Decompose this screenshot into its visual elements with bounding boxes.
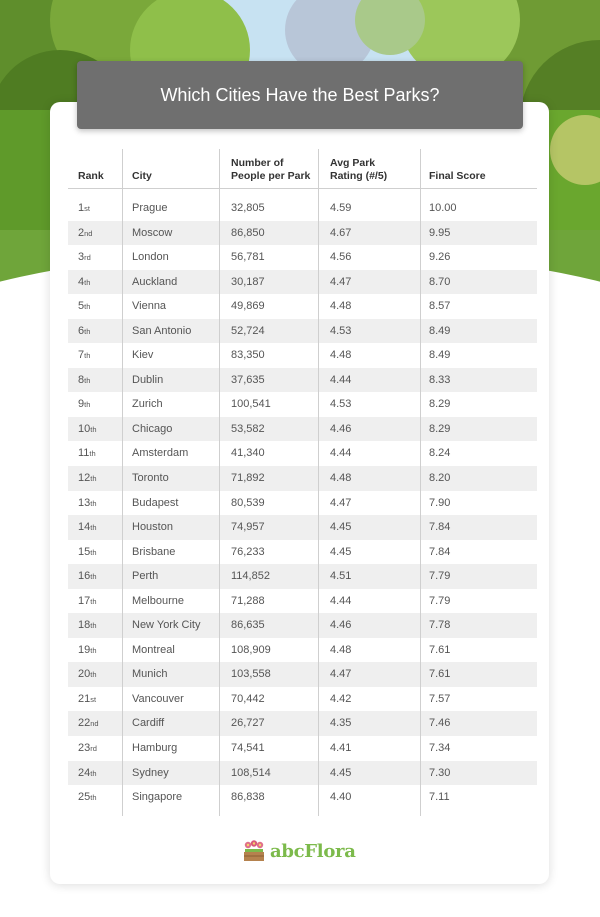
- city-cell: Melbourne: [132, 594, 184, 607]
- rank-cell: [78, 711, 99, 737]
- city-cell: Chicago: [132, 422, 173, 435]
- rank-cell: [78, 662, 97, 688]
- column-divider: [420, 149, 421, 816]
- header-people-per-park: Number of People per Park: [231, 157, 311, 182]
- rank-number: 1: [78, 202, 85, 214]
- table-row: [68, 196, 537, 221]
- city-cell: Zurich: [132, 398, 163, 411]
- avg-rating-cell: 4.53: [330, 324, 352, 337]
- city-cell: Prague: [132, 202, 168, 214]
- avg-rating-cell: 4.56: [330, 251, 352, 264]
- final-score-cell: 7.79: [429, 594, 451, 607]
- chart-title-text: Which Cities Have the Best Parks?: [160, 84, 440, 105]
- rank-cell: [78, 540, 97, 566]
- column-divider: [318, 149, 319, 816]
- city-cell: Vienna: [132, 300, 167, 313]
- table-row: [68, 662, 537, 687]
- avg-rating-cell: 4.40: [330, 791, 352, 804]
- rank-suffix: th: [90, 498, 97, 508]
- rank-suffix: th: [84, 277, 91, 287]
- city-cell: Houston: [132, 521, 173, 534]
- final-score-cell: 7.57: [429, 692, 451, 705]
- avg-rating-cell: 4.41: [330, 742, 352, 755]
- rank-cell: [78, 638, 97, 664]
- rank-suffix: th: [90, 768, 97, 778]
- chart-title: [77, 61, 523, 129]
- rank-cell: [78, 564, 97, 590]
- table-row: [68, 368, 537, 393]
- final-score-cell: 9.95: [429, 226, 451, 239]
- city-cell: Toronto: [132, 472, 169, 485]
- rank-cell: [78, 736, 97, 762]
- rank-number: 23: [78, 742, 91, 755]
- rank-number: 9: [78, 398, 85, 411]
- table-row: [68, 761, 537, 786]
- rank-suffix: th: [89, 449, 96, 459]
- rank-number: 7: [78, 349, 85, 362]
- final-score-cell: 7.11: [429, 791, 450, 804]
- rank-cell: [78, 491, 97, 517]
- city-cell: Munich: [132, 668, 168, 681]
- people-per-park-cell: 86,850: [231, 226, 265, 239]
- city-cell: Cardiff: [132, 717, 165, 730]
- city-cell: Auckland: [132, 275, 178, 288]
- table-row: [68, 270, 537, 295]
- table-row: [68, 564, 537, 589]
- table-row: [68, 221, 537, 246]
- final-score-cell: 10.00: [429, 202, 457, 214]
- people-per-park-cell: 52,724: [231, 324, 265, 337]
- final-score-cell: 8.24: [429, 447, 451, 460]
- table-row: [68, 343, 537, 368]
- final-score-cell: 7.34: [429, 742, 451, 755]
- people-per-park-cell: 100,541: [231, 398, 271, 411]
- people-per-park-cell: 26,727: [231, 717, 265, 730]
- table-body: [68, 196, 537, 810]
- people-per-park-cell: 83,350: [231, 349, 265, 362]
- abcflora-logo: [242, 838, 356, 864]
- avg-rating-cell: 4.44: [330, 594, 352, 607]
- avg-rating-cell: 4.48: [330, 472, 352, 485]
- rank-number: 6: [78, 324, 85, 337]
- avg-rating-cell: 4.59: [330, 202, 352, 214]
- table-row: [68, 466, 537, 491]
- avg-rating-cell: 4.48: [330, 643, 352, 656]
- table-row: [68, 540, 537, 565]
- table-row: [68, 613, 537, 638]
- avg-rating-cell: 4.45: [330, 521, 352, 534]
- rank-number: 11: [78, 447, 90, 460]
- rank-suffix: th: [90, 523, 97, 533]
- rank-cell: [78, 368, 90, 394]
- people-per-park-cell: 86,635: [231, 619, 265, 632]
- rank-suffix: rd: [84, 253, 91, 263]
- rank-number: 2: [78, 226, 85, 239]
- rank-cell: [78, 589, 97, 615]
- avg-rating-cell: 4.46: [330, 422, 352, 435]
- rank-cell: [78, 761, 97, 787]
- city-cell: Montreal: [132, 643, 175, 656]
- people-per-park-cell: 30,187: [231, 275, 265, 288]
- rank-cell: [78, 294, 90, 320]
- rank-suffix: th: [90, 547, 97, 557]
- rank-number: 16: [78, 570, 91, 583]
- rank-suffix: nd: [90, 719, 99, 729]
- avg-rating-cell: 4.44: [330, 447, 352, 460]
- rank-number: 4: [78, 275, 85, 288]
- rank-cell: [78, 343, 90, 369]
- rank-cell: [78, 319, 90, 345]
- rank-cell: [78, 515, 97, 541]
- rank-suffix: th: [84, 375, 91, 385]
- column-divider: [122, 149, 123, 816]
- header-final-score: Final Score: [429, 170, 486, 182]
- avg-rating-cell: 4.47: [330, 496, 352, 509]
- ranking-table: [68, 141, 537, 810]
- final-score-cell: 7.61: [429, 668, 451, 681]
- city-cell: Brisbane: [132, 545, 176, 558]
- rank-cell: [78, 785, 97, 811]
- rank-cell: [78, 196, 90, 222]
- final-score-cell: 8.33: [429, 373, 451, 386]
- avg-rating-cell: 4.53: [330, 398, 352, 411]
- city-cell: Hamburg: [132, 742, 178, 755]
- logo-text: abcFlora: [270, 840, 356, 862]
- people-per-park-cell: 70,442: [231, 692, 265, 705]
- final-score-cell: 7.78: [429, 619, 451, 632]
- final-score-cell: 7.79: [429, 570, 451, 583]
- rank-suffix: th: [90, 572, 97, 582]
- rank-suffix: th: [84, 302, 91, 312]
- table-header: [68, 141, 537, 189]
- avg-rating-cell: 4.51: [330, 570, 352, 583]
- city-cell: Singapore: [132, 791, 183, 804]
- avg-rating-cell: 4.47: [330, 275, 352, 288]
- flower-box-icon: [242, 840, 266, 862]
- table-row: [68, 711, 537, 736]
- city-cell: Amsterdam: [132, 447, 189, 460]
- avg-rating-cell: 4.67: [330, 226, 352, 239]
- final-score-cell: 8.70: [429, 275, 451, 288]
- avg-rating-cell: 4.45: [330, 766, 352, 779]
- header-rank: Rank: [78, 170, 104, 182]
- city-cell: Vancouver: [132, 692, 184, 705]
- people-per-park-cell: 37,635: [231, 373, 265, 386]
- city-cell: Moscow: [132, 226, 173, 239]
- rank-number: 25: [78, 791, 91, 804]
- rank-number: 5: [78, 300, 85, 313]
- people-per-park-cell: 71,892: [231, 472, 265, 485]
- final-score-cell: 7.90: [429, 496, 451, 509]
- people-per-park-cell: 108,514: [231, 766, 271, 779]
- city-cell: Budapest: [132, 496, 179, 509]
- column-divider: [219, 149, 220, 816]
- rank-cell: [78, 613, 97, 639]
- final-score-cell: 7.30: [429, 766, 451, 779]
- city-cell: San Antonio: [132, 324, 192, 337]
- table-row: [68, 785, 537, 810]
- rank-number: 13: [78, 496, 91, 509]
- avg-rating-cell: 4.48: [330, 300, 352, 313]
- rank-number: 8: [78, 373, 85, 386]
- table-row: [68, 319, 537, 344]
- rank-cell: [78, 687, 96, 713]
- rank-cell: [78, 221, 92, 247]
- rank-suffix: th: [90, 474, 97, 484]
- people-per-park-cell: 108,909: [231, 643, 271, 656]
- final-score-cell: 9.26: [429, 251, 451, 264]
- people-per-park-cell: 32,805: [231, 202, 265, 214]
- avg-rating-cell: 4.35: [330, 717, 352, 730]
- table-row: [68, 245, 537, 270]
- table-row: [68, 294, 537, 319]
- table-row: [68, 441, 537, 466]
- rank-number: 14: [78, 521, 91, 534]
- rank-suffix: th: [90, 645, 97, 655]
- avg-rating-cell: 4.42: [330, 692, 352, 705]
- final-score-cell: 8.57: [429, 300, 451, 313]
- rank-number: 24: [78, 766, 91, 779]
- rank-suffix: th: [90, 596, 97, 606]
- rank-cell: [78, 466, 97, 492]
- header-city: City: [132, 170, 152, 182]
- header-avg-rating: Avg Park Rating (#/5): [330, 157, 388, 182]
- city-cell: Kiev: [132, 349, 154, 362]
- rank-suffix: th: [84, 400, 91, 410]
- rank-suffix: th: [84, 351, 91, 361]
- rank-suffix: st: [84, 204, 90, 213]
- rank-number: 18: [78, 619, 91, 632]
- people-per-park-cell: 49,869: [231, 300, 265, 313]
- table-row: [68, 687, 537, 712]
- rank-number: 17: [78, 594, 91, 607]
- final-score-cell: 7.46: [429, 717, 451, 730]
- final-score-cell: 8.29: [429, 398, 451, 411]
- city-cell: New York City: [132, 619, 201, 632]
- final-score-cell: 7.84: [429, 521, 451, 534]
- rank-number: 3: [78, 251, 85, 264]
- rank-number: 19: [78, 643, 91, 656]
- table-row: [68, 515, 537, 540]
- rank-suffix: rd: [90, 744, 97, 754]
- final-score-cell: 7.84: [429, 545, 451, 558]
- table-row: [68, 638, 537, 663]
- rank-suffix: th: [90, 424, 97, 434]
- city-cell: London: [132, 251, 169, 264]
- people-per-park-cell: 53,582: [231, 422, 265, 435]
- avg-rating-cell: 4.47: [330, 668, 352, 681]
- city-cell: Sydney: [132, 766, 169, 779]
- rank-suffix: th: [90, 621, 97, 631]
- final-score-cell: 8.20: [429, 472, 451, 485]
- city-cell: Dublin: [132, 373, 164, 386]
- people-per-park-cell: 71,288: [231, 594, 265, 607]
- rank-number: 12: [78, 472, 91, 485]
- rank-cell: [78, 392, 90, 418]
- rank-number: 22: [78, 717, 91, 730]
- final-score-cell: 8.29: [429, 422, 451, 435]
- rank-number: 15: [78, 545, 91, 558]
- table-row: [68, 736, 537, 761]
- rank-suffix: th: [84, 326, 91, 336]
- rank-cell: [78, 270, 90, 296]
- table-row: [68, 392, 537, 417]
- rank-suffix: st: [90, 694, 97, 704]
- final-score-cell: 7.61: [429, 643, 451, 656]
- rank-suffix: nd: [84, 228, 93, 238]
- avg-rating-cell: 4.46: [330, 619, 352, 632]
- rank-number: 10: [78, 422, 91, 435]
- people-per-park-cell: 74,541: [231, 742, 265, 755]
- people-per-park-cell: 41,340: [231, 447, 265, 460]
- avg-rating-cell: 4.45: [330, 545, 352, 558]
- people-per-park-cell: 80,539: [231, 496, 265, 509]
- city-cell: Perth: [132, 570, 159, 583]
- rank-number: 20: [78, 668, 91, 681]
- people-per-park-cell: 103,558: [231, 668, 271, 681]
- table-row: [68, 417, 537, 442]
- people-per-park-cell: 76,233: [231, 545, 265, 558]
- table-row: [68, 491, 537, 516]
- rank-cell: [78, 417, 97, 443]
- final-score-cell: 8.49: [429, 349, 451, 362]
- avg-rating-cell: 4.44: [330, 373, 352, 386]
- rank-suffix: th: [90, 670, 97, 680]
- final-score-cell: 8.49: [429, 324, 451, 337]
- rank-cell: [78, 245, 91, 271]
- rank-number: 21: [78, 692, 91, 705]
- people-per-park-cell: 86,838: [231, 791, 265, 804]
- people-per-park-cell: 74,957: [231, 521, 265, 534]
- rank-cell: [78, 441, 96, 467]
- avg-rating-cell: 4.48: [330, 349, 352, 362]
- people-per-park-cell: 56,781: [231, 251, 265, 264]
- rank-suffix: th: [90, 793, 97, 803]
- table-row: [68, 589, 537, 614]
- people-per-park-cell: 114,852: [231, 570, 270, 583]
